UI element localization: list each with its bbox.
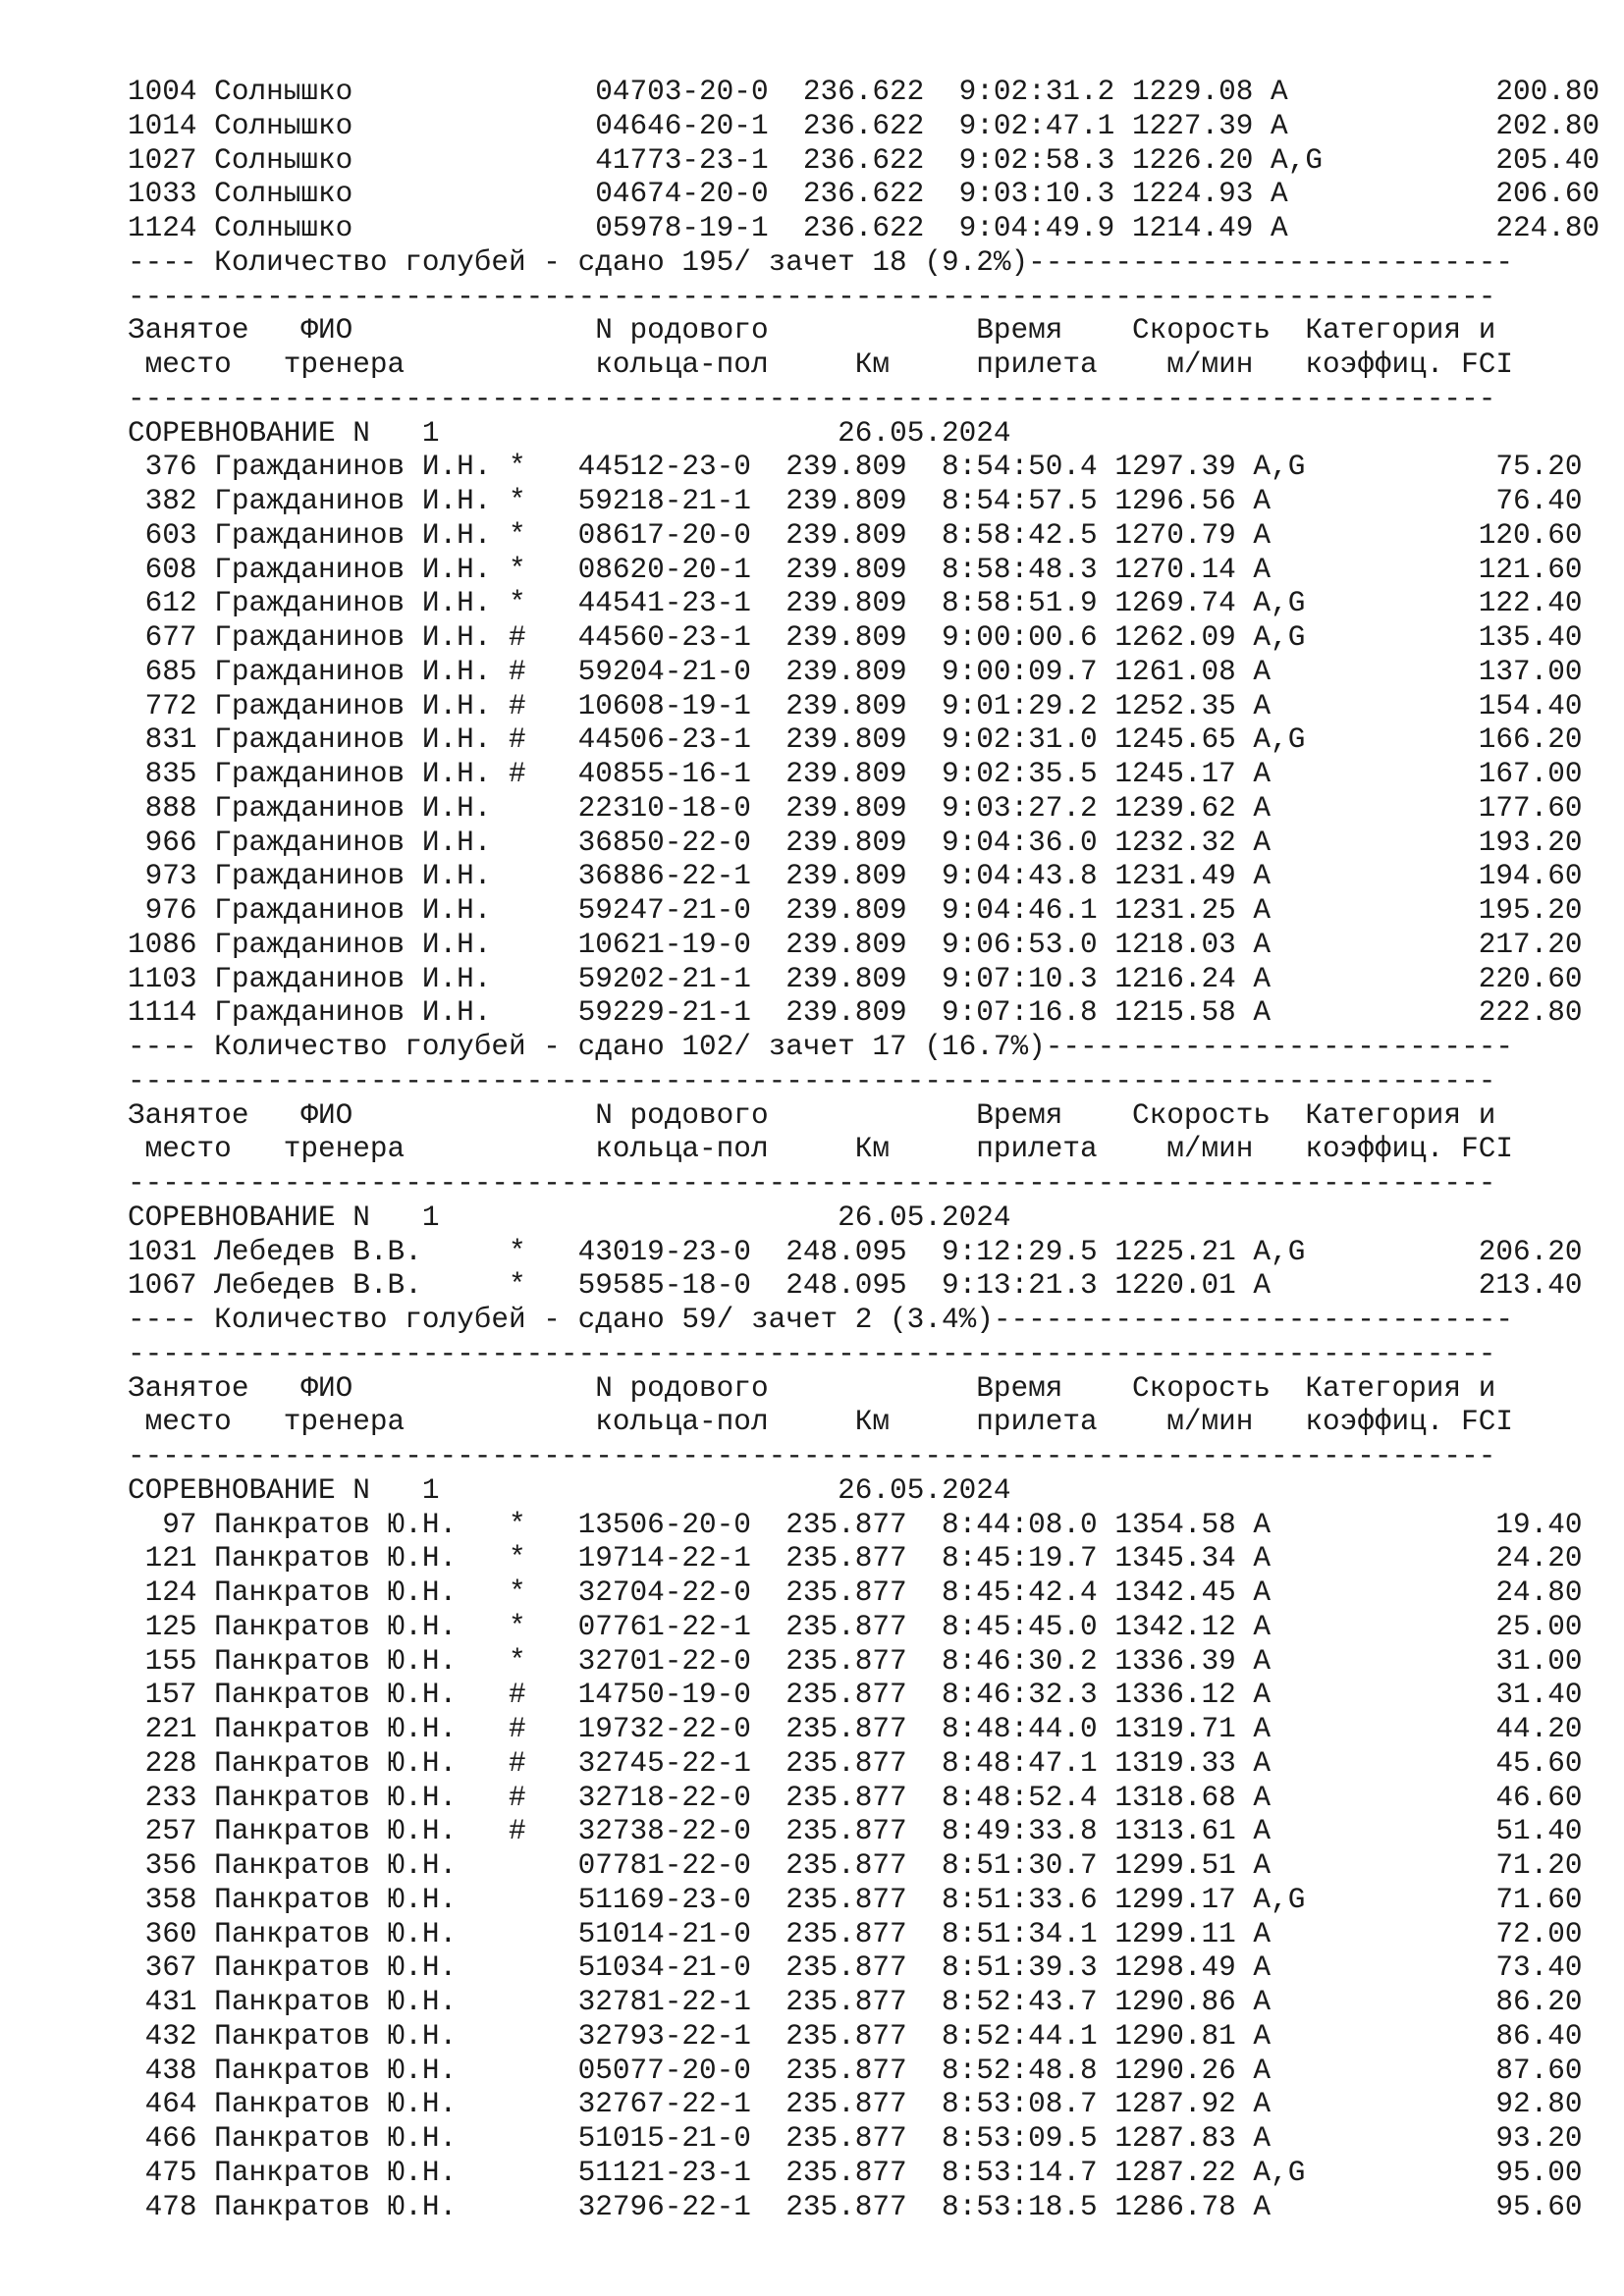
- result-row: 478 Панкратов Ю.Н. 32796-22-1 235.877 8:53:18.5 1286.78 A 95.60: [128, 2190, 1583, 2223]
- result-row: 376 Гражданинов И.Н. * 44512-23-0 239.809 8:54:50.4 1297.39 A,G 75.20: [128, 451, 1583, 484]
- result-row: 155 Панкратов Ю.Н. * 32701-22-0 235.877 8:46:30.2 1336.39 A 31.00: [128, 1644, 1583, 1678]
- result-row: 608 Гражданинов И.Н. * 08620-20-1 239.809 8:58:48.3 1270.14 A 121.60: [128, 553, 1583, 586]
- result-row: 97 Панкратов Ю.Н. * 13506-20-0 235.877 8:44:08.0 1354.58 A 19.40: [128, 1508, 1583, 1541]
- competition-line: [128, 417, 1599, 452]
- result-row: 1067 Лебедев В.В. * 59585-18-0 248.095 9:13:21.3 1220.01 A 213.40: [128, 1269, 1583, 1303]
- result-row: 772 Гражданинов И.Н. # 10608-19-1 239.809 9:01:29.2 1252.35 A 154.40: [128, 689, 1583, 722]
- separator-line: -------------------------------------------------------------------------------: [128, 280, 1496, 313]
- result-row: 464 Панкратов Ю.Н. 32767-22-1 235.877 8:53:08.7 1287.92 A 92.80: [128, 2088, 1583, 2121]
- result-row: 976 Гражданинов И.Н. 59247-21-0 239.809 9:04:46.1 1231.25 A 195.20: [128, 894, 1583, 927]
- result-row: 603 Гражданинов И.Н. * 08617-20-0 239.809 8:58:42.5 1270.79 A 120.60: [128, 518, 1583, 552]
- competition-label: СОРЕВНОВАНИЕ N 1: [128, 1473, 440, 1507]
- result-row: 233 Панкратов Ю.Н. # 32718-22-0 235.877 8:48:52.4 1318.68 A 46.60: [128, 1781, 1583, 1814]
- competition-label: СОРЕВНОВАНИЕ N 1: [128, 416, 440, 450]
- result-row: 677 Гражданинов И.Н. # 44560-23-1 239.809 9:00:00.6 1262.09 A,G 135.40: [128, 621, 1583, 654]
- result-row: 835 Гражданинов И.Н. # 40855-16-1 239.809 9:02:35.5 1245.17 A 167.00: [128, 758, 1583, 790]
- column-header-row-2: место тренера кольца-пол Км прилета м/мин коэффиц. FCI: [128, 348, 1513, 381]
- section-summary: ---- Количество голубей - сдано 102/ зачет 17 (16.7%)---------------------------: [128, 1031, 1513, 1063]
- result-row: 367 Панкратов Ю.Н. 51034-21-0 235.877 8:51:39.3 1298.49 A 73.40: [128, 1951, 1583, 1985]
- competition-date: 26.05.2024: [838, 416, 1011, 450]
- result-row: 1031 Лебедев В.В. * 43019-23-0 248.095 9:12:29.5 1225.21 A,G 206.20: [128, 1235, 1583, 1268]
- separator-line: -------------------------------------------------------------------------------: [128, 1064, 1496, 1097]
- result-row: 475 Панкратов Ю.Н. 51121-23-1 235.877 8:53:14.7 1287.22 A,G 95.00: [128, 2156, 1583, 2189]
- competition-line: [128, 1474, 1599, 1509]
- result-row: 1027 Солнышко 41773-23-1 236.622 9:02:58.3 1226.20 A,G 205.40: [128, 143, 1600, 177]
- result-row: 1103 Гражданинов И.Н. 59202-21-1 239.809 9:07:10.3 1216.24 A 220.60: [128, 962, 1583, 995]
- result-row: 157 Панкратов Ю.Н. # 14750-19-0 235.877 8:46:32.3 1336.12 A 31.40: [128, 1679, 1583, 1712]
- result-row: 358 Панкратов Ю.Н. 51169-23-0 235.877 8:51:33.6 1299.17 A,G 71.60: [128, 1883, 1583, 1916]
- separator-line: -------------------------------------------------------------------------------: [128, 382, 1496, 415]
- result-row: 831 Гражданинов И.Н. # 44506-23-1 239.809 9:02:31.0 1245.65 A,G 166.20: [128, 723, 1583, 757]
- column-header-row-1: Занятое ФИО N родового Время Скорость Категория и: [128, 1371, 1496, 1405]
- competition-label: СОРЕВНОВАНИЕ N 1: [128, 1201, 440, 1234]
- result-row: 1033 Солнышко 04674-20-0 236.622 9:03:10.3 1224.93 A 206.60: [128, 178, 1600, 211]
- result-row: 1114 Гражданинов И.Н. 59229-21-1 239.809 9:07:16.8 1215.58 A 222.80: [128, 996, 1583, 1030]
- result-row: 221 Панкратов Ю.Н. # 19732-22-0 235.877 8:48:44.0 1319.71 A 44.20: [128, 1713, 1583, 1745]
- result-row: 228 Панкратов Ю.Н. # 32745-22-1 235.877 8:48:47.1 1319.33 A 45.60: [128, 1746, 1583, 1780]
- result-row: 612 Гражданинов И.Н. * 44541-23-1 239.809 8:58:51.9 1269.74 A,G 122.40: [128, 587, 1583, 620]
- result-row: 124 Панкратов Ю.Н. * 32704-22-0 235.877 8:45:42.4 1342.45 A 24.80: [128, 1576, 1583, 1609]
- result-row: 1004 Солнышко 04703-20-0 236.622 9:02:31.2 1229.08 A 200.80: [128, 76, 1600, 108]
- result-row: 121 Панкратов Ю.Н. * 19714-22-1 235.877 8:45:19.7 1345.34 A 24.20: [128, 1542, 1583, 1575]
- separator-line: -------------------------------------------------------------------------------: [128, 1440, 1496, 1472]
- result-row: 973 Гражданинов И.Н. 36886-22-1 239.809 9:04:43.8 1231.49 A 194.60: [128, 860, 1583, 893]
- competition-date: 26.05.2024: [838, 1201, 1011, 1234]
- competition-date: 26.05.2024: [838, 1473, 1011, 1507]
- column-header-row-1: Занятое ФИО N родового Время Скорость Категория и: [128, 314, 1496, 347]
- column-header-row-2: место тренера кольца-пол Км прилета м/мин коэффиц. FCI: [128, 1133, 1513, 1166]
- separator-line: -------------------------------------------------------------------------------: [128, 1337, 1496, 1370]
- result-row: 360 Панкратов Ю.Н. 51014-21-0 235.877 8:51:34.1 1299.11 A 72.00: [128, 1917, 1583, 1950]
- result-row: 257 Панкратов Ю.Н. # 32738-22-0 235.877 8:49:33.8 1313.61 A 51.40: [128, 1815, 1583, 1848]
- result-row: 125 Панкратов Ю.Н. * 07761-22-1 235.877 8:45:45.0 1342.12 A 25.00: [128, 1610, 1583, 1643]
- separator-line: -------------------------------------------------------------------------------: [128, 1167, 1496, 1200]
- result-row: 685 Гражданинов И.Н. # 59204-21-0 239.809 9:00:09.7 1261.08 A 137.00: [128, 655, 1583, 688]
- result-row: 356 Панкратов Ю.Н. 07781-22-0 235.877 8:51:30.7 1299.51 A 71.20: [128, 1849, 1583, 1882]
- competition-line: [128, 1201, 1599, 1236]
- result-row: 1086 Гражданинов И.Н. 10621-19-0 239.809 9:06:53.0 1218.03 A 217.20: [128, 928, 1583, 961]
- result-row: 432 Панкратов Ю.Н. 32793-22-1 235.877 8:52:44.1 1290.81 A 86.40: [128, 2019, 1583, 2053]
- result-row: 1014 Солнышко 04646-20-1 236.622 9:02:47.1 1227.39 A 202.80: [128, 109, 1600, 142]
- results-document: [128, 76, 1599, 2224]
- result-row: 1124 Солнышко 05978-19-1 236.622 9:04:49.9 1214.49 A 224.80: [128, 212, 1600, 244]
- result-row: 382 Гражданинов И.Н. * 59218-21-1 239.809 8:54:57.5 1296.56 A 76.40: [128, 485, 1583, 517]
- column-header-row-1: Занятое ФИО N родового Время Скорость Категория и: [128, 1098, 1496, 1132]
- result-row: 431 Панкратов Ю.Н. 32781-22-1 235.877 8:52:43.7 1290.86 A 86.20: [128, 1986, 1583, 2018]
- result-row: 888 Гражданинов И.Н. 22310-18-0 239.809 9:03:27.2 1239.62 A 177.60: [128, 791, 1583, 825]
- result-row: 966 Гражданинов И.Н. 36850-22-0 239.809 9:04:36.0 1232.32 A 193.20: [128, 826, 1583, 859]
- section-summary: ---- Количество голубей - сдано 59/ зачет 2 (3.4%)------------------------------: [128, 1304, 1513, 1336]
- result-row: 438 Панкратов Ю.Н. 05077-20-0 235.877 8:52:48.8 1290.26 A 87.60: [128, 2054, 1583, 2087]
- section-summary: ---- Количество голубей - сдано 195/ зачет 18 (9.2%)----------------------------: [128, 245, 1513, 279]
- result-row: 466 Панкратов Ю.Н. 51015-21-0 235.877 8:53:09.5 1287.83 A 93.20: [128, 2122, 1583, 2155]
- column-header-row-2: место тренера кольца-пол Км прилета м/мин коэффиц. FCI: [128, 1406, 1513, 1439]
